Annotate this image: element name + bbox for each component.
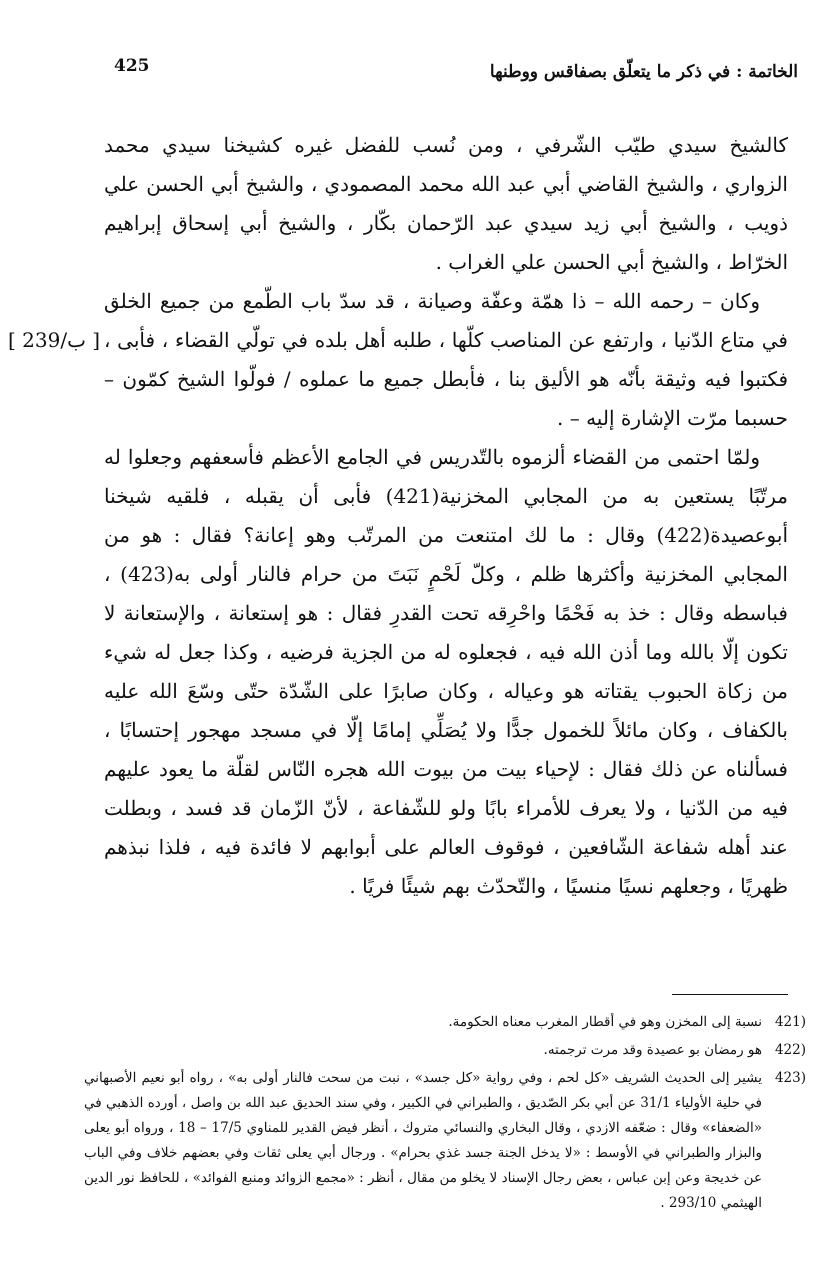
paragraph-3: ولمّا احتمى من القضاء ألزموه بالتّدريس في الجامع الأعظم فأسعفهم وجعلوا له مرتّبًا يستعين به من المجابي المخزنية(421) فأبى أن يقبله ، فلقيه شيخنا أبوعصيدة(422) وقال : ما لك امتنعت من المرتّب وهو إعانة؟ فقال : هو من المجابي المخزنية وأكثرها ظلم ، وكلّ لَحْمٍ نَبَتَ من حرام فالنار أولى به(423) ، فباسطه وقال : خذ به فَحْمًا واحْرِقه تحت القدرِ فقال : هو إستعانة ، والإستعانة لا تكون إلّا بالله وما أذن الله فيه ، فجعلوه له من الجزية فرضيه ، وكذا جعل له شيء من زكاة الحبوب يقتاته هو وعياله ، وكان صابرًا على الشّدّة حتّى وسّعَ الله عليه بالكفاف ، وكان مائلاً للخمول جدًّا ولا يُصَلِّي إمامًا إلّا في مسجد مهجور إحتسابًا ، فسألناه عن ذلك فقال : لإحياء بيت من بيوت الله هجره النّاس لقلّة ما يعود عليهم فيه من الدّنيا ، ولا يعرف للأمراء بابًا ولو للشّفاعة ، لأنّ الزّمان قد فسد ، وبطلت عند أهله شفاعة الشّافعين ، فوقوف العالم على أبوابهم لا فائدة فيه ، فلذا نبذهم ظهريًا ، وجعلهم نسيًا منسيًا ، والتّحدّث بهم شيئًا فريًا . [104,445,788,898]
footnote-number: (421 [774,1014,806,1030]
running-title: الخاتمة : في ذكر ما يتعلّق بصفاقس ووطنها [489,62,798,82]
footnote-number: (422 [774,1042,806,1058]
footnote-text: نسبة إلى المخزن وهو في أقطار المغرب معناه الحكومة. [448,1014,762,1030]
paragraph-2: وكان – رحمه الله – ذا همّة وعفّة وصيانة ، قد سدّ باب الطّمع من جميع الخلق في متاع الدّنيا ، وارتفع عن المناصب كلّها ، طلبه أهل بلده في تولّي القضاء ، فأبى ، فكتبوا فيه وثيقة بأنّه هو الأليق بنا ، فأبطل جميع ما عملوه / فولّوا الشيخ كمّون – حسبما مرّت الإشارة إليه – . [104,289,788,430]
footnotes [84,1010,806,1219]
footnote-number: (423 [774,1070,806,1086]
folio-margin-note: [ 239/ب ] [8,328,101,352]
paragraph-1: كالشيخ سيدي طيّب الشّرفي ، ومن نُسب للفضل غيره كشيخنا سيدي محمد الزواري ، والشيخ القاضي أبي عبد الله محمد المصمودي ، والشيخ أبي الحسن علي ذويب ، والشيخ أبي زيد سيدي عبد الرّحمان بكّار ، والشيخ أبي إسحاق إبراهيم الخرّاط ، والشيخ أبي الحسن علي الغراب . [104,133,789,274]
footnote-text: هو رمضان بو عصيدة وقد مرت ترجمته. [543,1042,762,1058]
footnote-423 [84,1066,806,1216]
footnote-422 [84,1038,806,1063]
page-number: 425 [114,56,150,76]
footnote-text: يشير إلى الحديث الشريف «كل لحم ، وفي رواية «كل جسد» ، نبت من سحت فالنار أولى به» ، رواه أبو نعيم الأصبهاني في حلية الأولياء 31/1 عن أبي بكر الصّديق ، والطبراني في الكبير ، وفي سند الحديق عبد الله بن واصل ، أورده الذهبي في «الضعفاء» وقال : ضعّفه الازدي ، وقال البخاري والنسائي متروك ، أنظر فيض القدير للمناوي 17/5 – 18 ، ورواه أبو يعلى والبزار والطبراني في الأوسط : «لا يدخل الجنة جسد غذي بحرام» . ورجال أبي يعلى ثقات وفي بعضهم خلاف وفي الباب عن خديجة وعن إبن عباس ، بعض رجال الإسناد لا يخلو من مقال ، أنظر : «مجمع الزوائد ومنبع الفوائد» ، للحافظ نور الدين الهيثمي 293/10 . [84,1070,762,1211]
main-text [104,126,788,906]
footnote-421 [84,1010,806,1035]
footnote-separator [672,994,788,995]
